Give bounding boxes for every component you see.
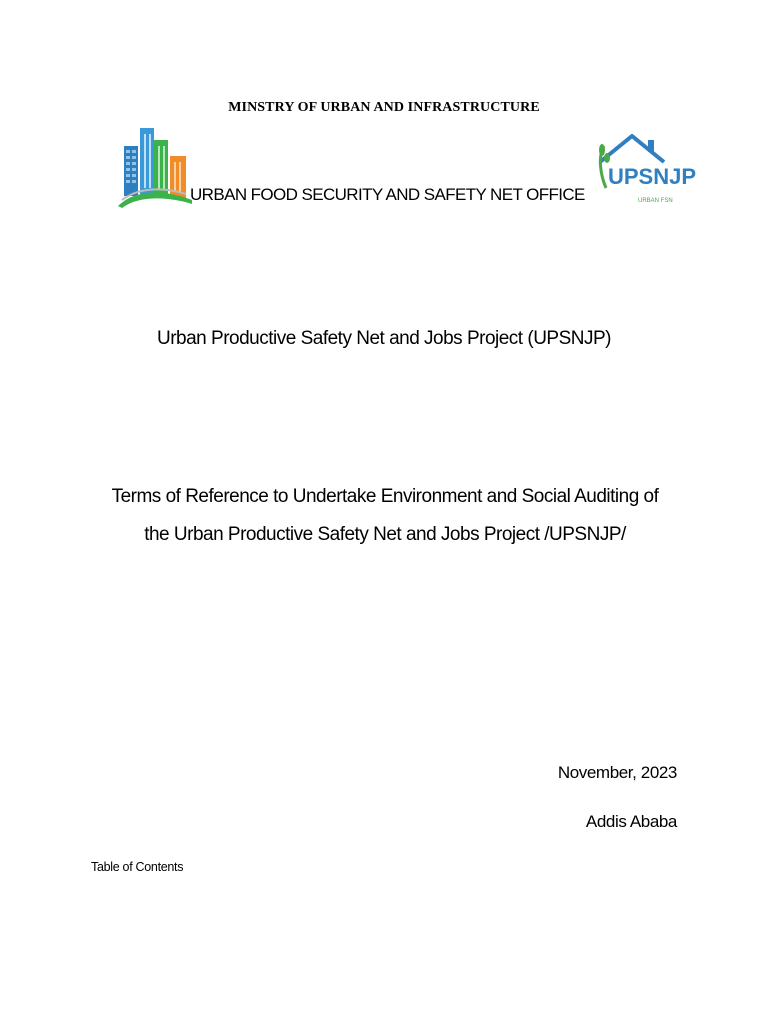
- toc-heading: Table of Contents: [91, 860, 184, 874]
- tor-title: [60, 478, 710, 554]
- document-date: November, 2023: [557, 763, 677, 782]
- office-heading: URBAN FOOD SECURITY AND SAFETY NET OFFICE: [190, 185, 585, 204]
- city-buildings-logo-icon: [116, 126, 194, 208]
- svg-text:URBAN FSN: URBAN FSN: [638, 198, 673, 204]
- upsnjp-house-logo-icon: [592, 132, 697, 208]
- tor-title-line-1: Terms of Reference to Undertake Environment and Social Auditing of: [111, 486, 659, 507]
- document-city: Addis Ababa: [585, 812, 677, 831]
- tor-title-line-2: the Urban Productive Safety Net and Jobs Project /UPSNJP/: [144, 524, 626, 545]
- project-title: Urban Productive Safety Net and Jobs Project (UPSNJP): [157, 328, 611, 349]
- ministry-heading: MINSTRY OF URBAN AND INFRASTRUCTURE: [228, 100, 540, 115]
- svg-text:UPSNJP: UPSNJP: [608, 164, 697, 189]
